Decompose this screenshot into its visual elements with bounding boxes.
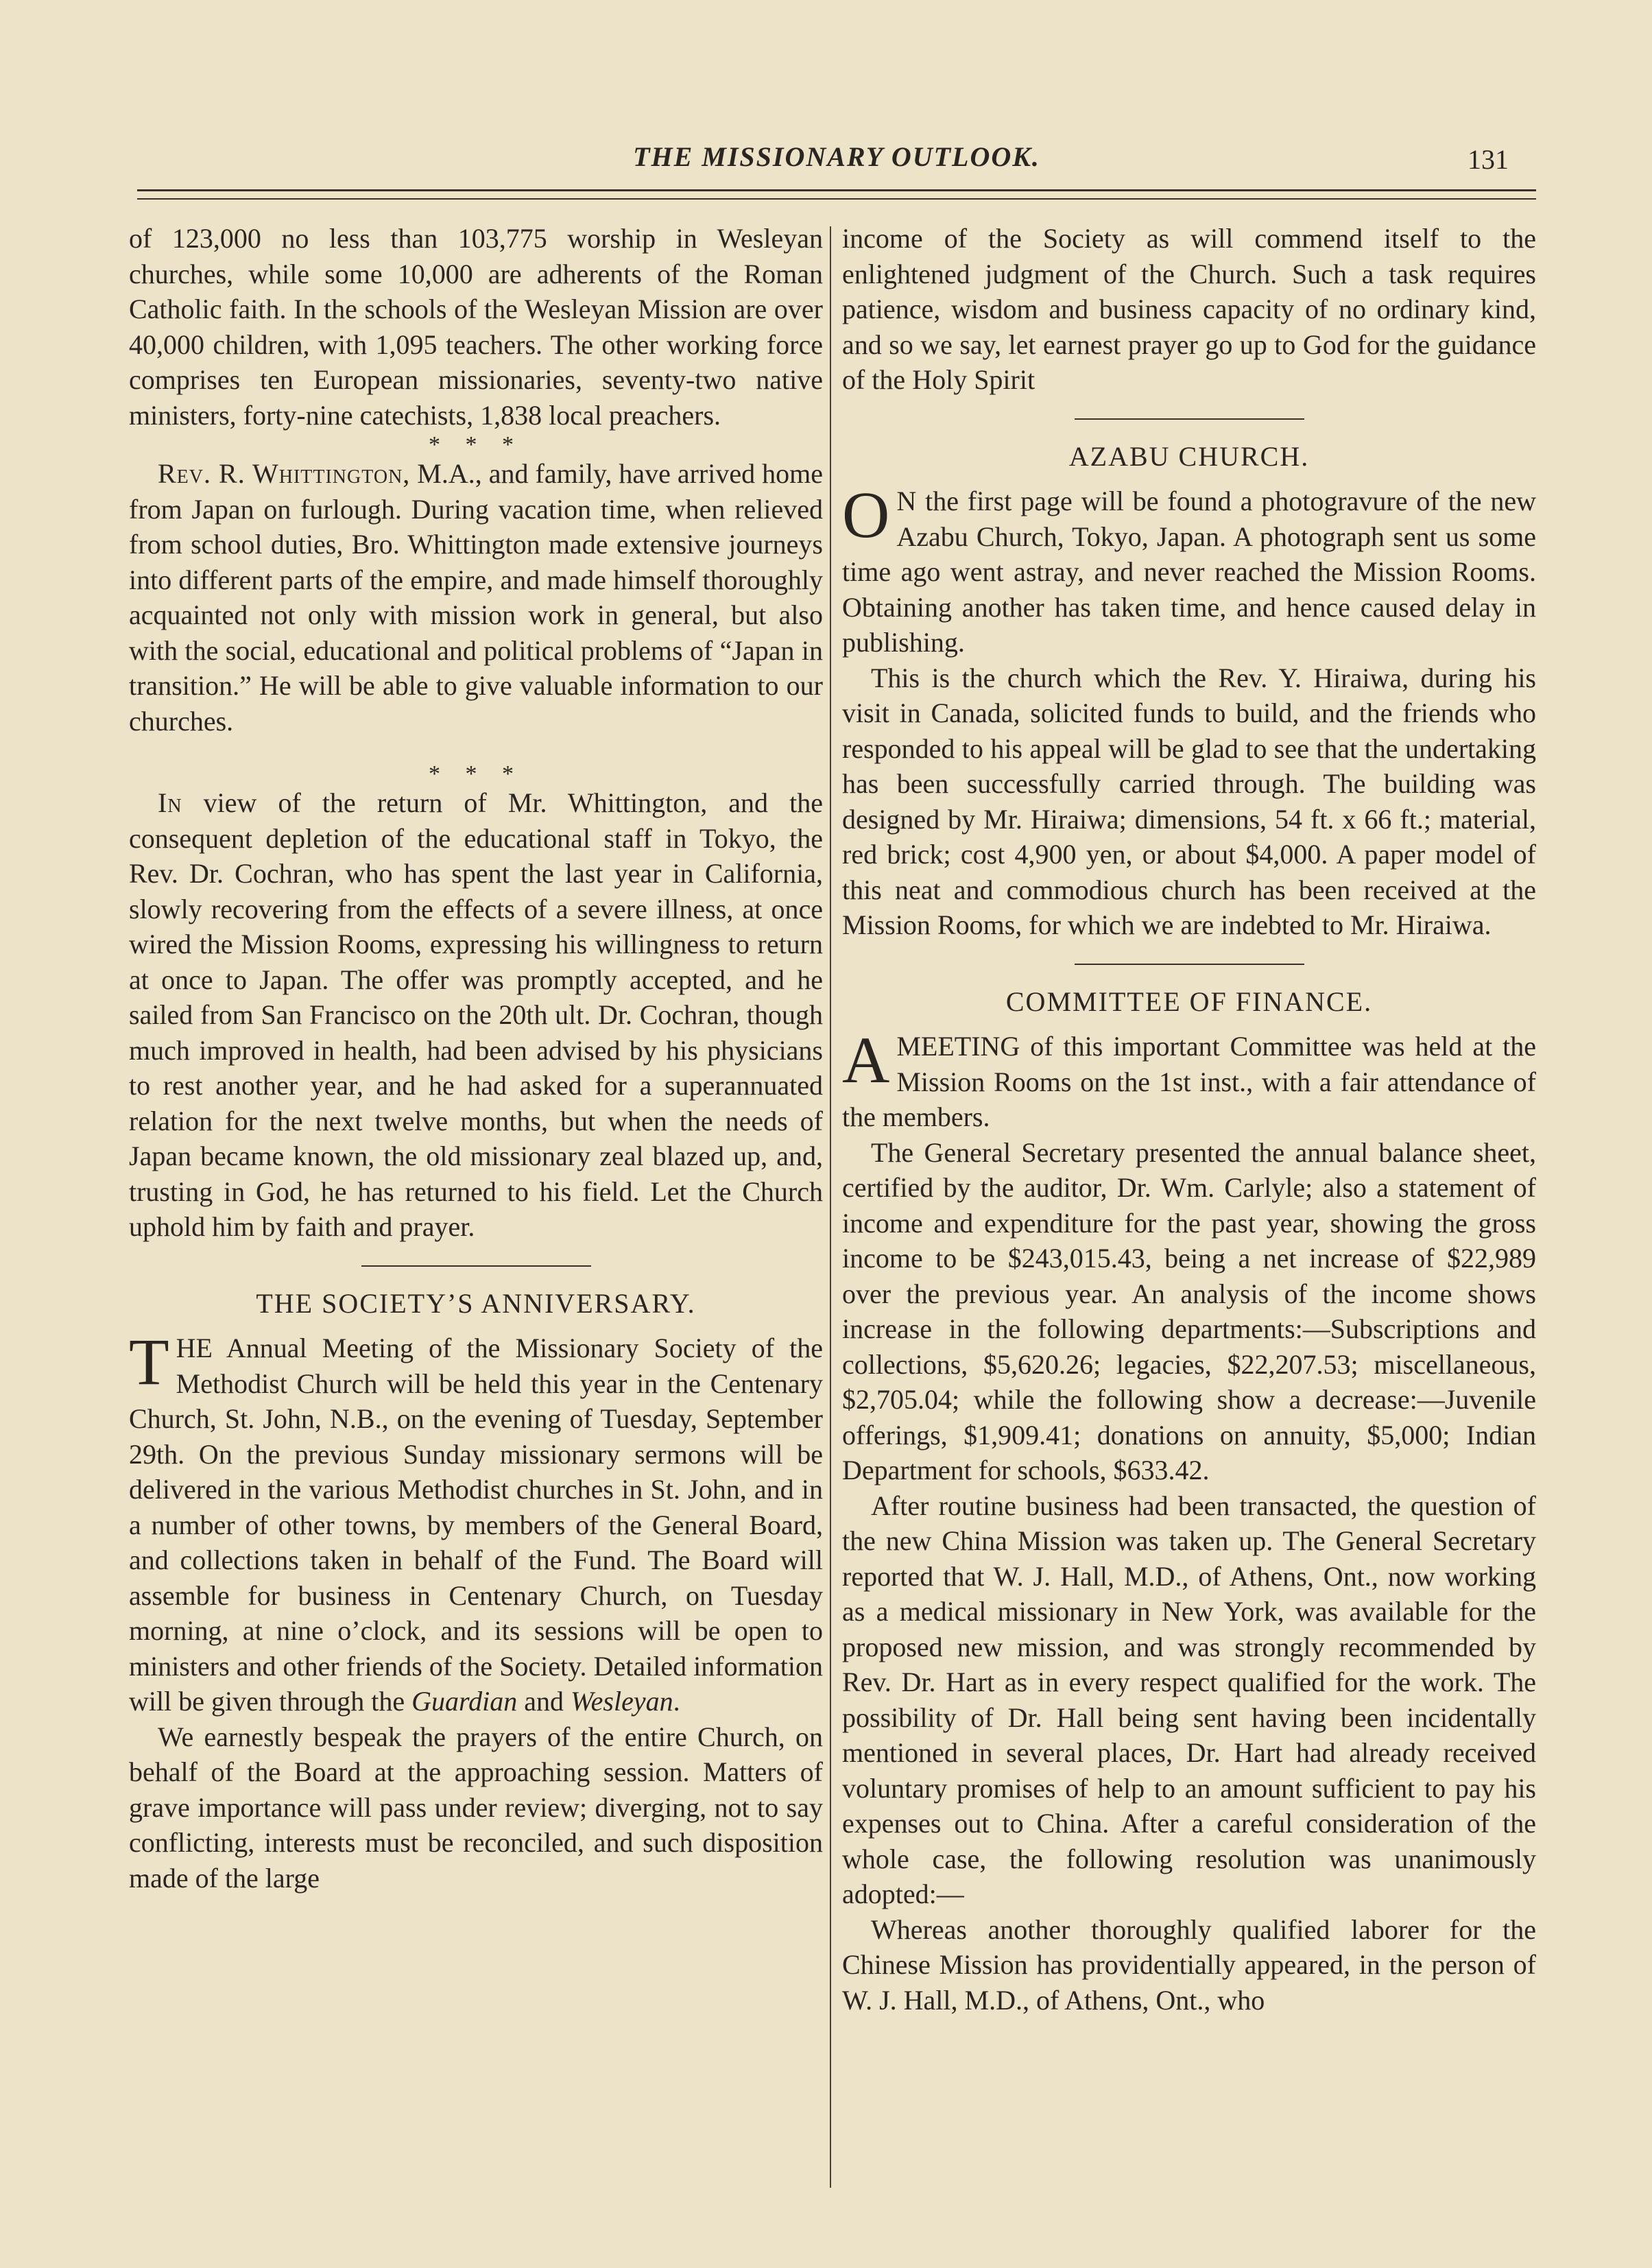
paragraph-income-continuation: income of the Society as will commend itself to the enlightened judgment of the Church. Such a task requires patience, wisdom and business capacity of no ordinary kind, and so we say, let earnest prayer go up to God for the guidance of the Holy Spirit	[842, 223, 1536, 395]
paragraph-resolution-whereas: Whereas another thoroughly qualified laborer for the Chinese Mission has providentially appeared, in the person of W. J. Hall, M.D., of Athens, Ont., who	[842, 1913, 1536, 2016]
section-stars: * * *	[429, 761, 523, 787]
wesleyan-title: Wesleyan	[571, 1686, 673, 1717]
section-stars: * * *	[429, 432, 523, 457]
paragraph-lead: In	[158, 787, 182, 818]
page-header	[137, 141, 1536, 182]
section-rule	[1075, 418, 1304, 420]
paragraph-body: M.A., and family, have arrived home from Japan on furlough. During vacation time, when relieved from school duties, Bro. Whittington made extensive journeys into different parts of the empire, and made himself thoroughly acquainted not only with mission work in general, but also with the social, educational and political problems of “Japan in transition.” He will be able to give valuable information to our churches.	[129, 458, 823, 737]
paragraph-body: MEETING of this important Committee was held at the Mission Rooms on the 1st inst., with a fair attendance of the members.	[842, 1031, 1536, 1132]
paragraph-lead: Rev. R. Whittington,	[158, 458, 411, 489]
paragraph-azabu-hiraiwa: This is the church which the Rev. Y. Hiraiwa, during his visit in Canada, solicited funds to build, and the friends who responded to his appeal will be glad to see that the undertaking has been successfully carried through. The building was designed by Mr. Hiraiwa; dimensions, 54 ft. x 66 ft.; material, red brick; cost 4,900 yen, or about $4,000. A paper model of this neat and commodious church has been received at the Mission Rooms, for which we are indebted to Mr. Hiraiwa.	[842, 662, 1536, 940]
paragraph-wesleyan-statistics: of 123,000 no less than 103,775 worship in Wesleyan churches, while some 10,000 are adherents of the Roman Catholic faith. In the schools of the Wesleyan Mission are over 40,000 children, with 1,095 teachers. The other working force comprises ten European missionaries, seventy-two native ministers, forty-nine catechists, 1,838 local preachers.	[129, 223, 823, 431]
drop-cap: A	[842, 1023, 890, 1097]
paragraph-china-mission: After routine business had been transacted, the question of the new China Mission was taken up. The General Secretary reported that W. J. Hall, M.D., of Athens, Ont., now working as a medical missionary in New York, was available for the proposed new mission, and was strongly recommended by Rev. Dr. Hart as in every respect qualified for the work. The possibility of Dr. Hall being sent having been incidentally mentioned in several places, Dr. Hart had already received voluntary promises of help to an amount sufficient to pay his expenses out to China. After a careful consideration of the whole case, the following resolution was unanimously adopted:—	[842, 1490, 1536, 1909]
paragraph-prayers: We earnestly bespeak the prayers of the entire Church, on behalf of the Board at the approaching session. Matters of grave importance will pass under review; diverging, not to say conflicting, interests must be reconciled, and such disposition made of the large	[129, 1721, 823, 1894]
paragraph-cochran	[129, 785, 823, 1245]
header-double-rule	[137, 189, 1536, 200]
running-title: THE MISSIONARY OUTLOOK.	[633, 141, 1040, 172]
column-divider	[830, 226, 831, 2188]
drop-cap: O	[842, 478, 890, 551]
terminal-period: .	[673, 1686, 680, 1717]
paragraph-whittington	[129, 456, 823, 739]
heading-society-anniversary: THE SOCIETY’S ANNIVERSARY.	[256, 1287, 696, 1319]
paragraph-body: HE Annual Meeting of the Missionary Society of the Methodist Church will be held this year in the Centenary Church, St. John, N.B., on the evening of Tuesday, September 29th. On the previous Sunday missionary sermons will be delivered in the various Methodist churches in St. John, and in a number of other towns, by members of the General Board, and collections taken in behalf of the Fund. The Board will assemble for business in Centenary Church, on Tuesday morning, at nine o’clock, and its sessions will be open to ministers and other friends of the Society. Detailed information will be given through the	[129, 1333, 823, 1717]
section-rule	[1075, 964, 1304, 965]
drop-cap: T	[129, 1325, 169, 1398]
conjunction: and	[517, 1686, 571, 1717]
paragraph-finance-meeting	[842, 1023, 1536, 1135]
heading-azabu-church: AZABU CHURCH.	[1068, 440, 1310, 472]
paragraph-annual-meeting	[129, 1325, 823, 1719]
heading-committee-of-finance: COMMITTEE OF FINANCE.	[1005, 986, 1373, 1017]
section-rule	[361, 1265, 591, 1267]
right-column	[842, 221, 1536, 2018]
page-number: 131	[1468, 144, 1509, 175]
paragraph-azabu-photogravure	[842, 478, 1536, 660]
guardian-title: Guardian	[411, 1686, 518, 1717]
left-column	[129, 221, 823, 1896]
paragraph-balance-sheet: The General Secretary presented the annual balance sheet, certified by the auditor, Dr. Wm. Carlyle; also a statement of income and expenditure for the past year, showing the gross income to be $243,015.43, being a net increase of $22,989 over the previous year. An analysis of the income shows increase in the following departments:—Subscriptions and collections, $5,620.26; legacies, $22,207.53; miscellaneous, $2,705.04; while the following show a decrease:—Juvenile offerings, $1,909.41; donations on annuity, $5,000; Indian Department for schools, $633.42.	[842, 1136, 1536, 1485]
paragraph-body: view of the return of Mr. Whittington, and the consequent depletion of the educational staff in Tokyo, the Rev. Dr. Cochran, who has spent the last year in California, slowly recovering from the effects of a severe illness, at once wired the Mission Rooms, expressing his willingness to return at once to Japan. The offer was promptly accepted, and he sailed from San Francisco on the 20th ult. Dr. Cochran, though much improved in health, had been advised by his physicians to rest another year, and he had asked for a superannuated relation for the next twelve months, but when the needs of Japan became known, the old missionary zeal blazed up, and, trusting in God, he has returned to his field. Let the Church uphold him by faith and prayer.	[129, 787, 823, 1242]
paragraph-body: N the first page will be found a photogravure of the new Azabu Church, Tokyo, Japan. A photograph sent us some time ago went astray, and never reached the Mission Rooms. Obtaining another has taken time, and hence caused delay in publishing.	[842, 486, 1536, 658]
